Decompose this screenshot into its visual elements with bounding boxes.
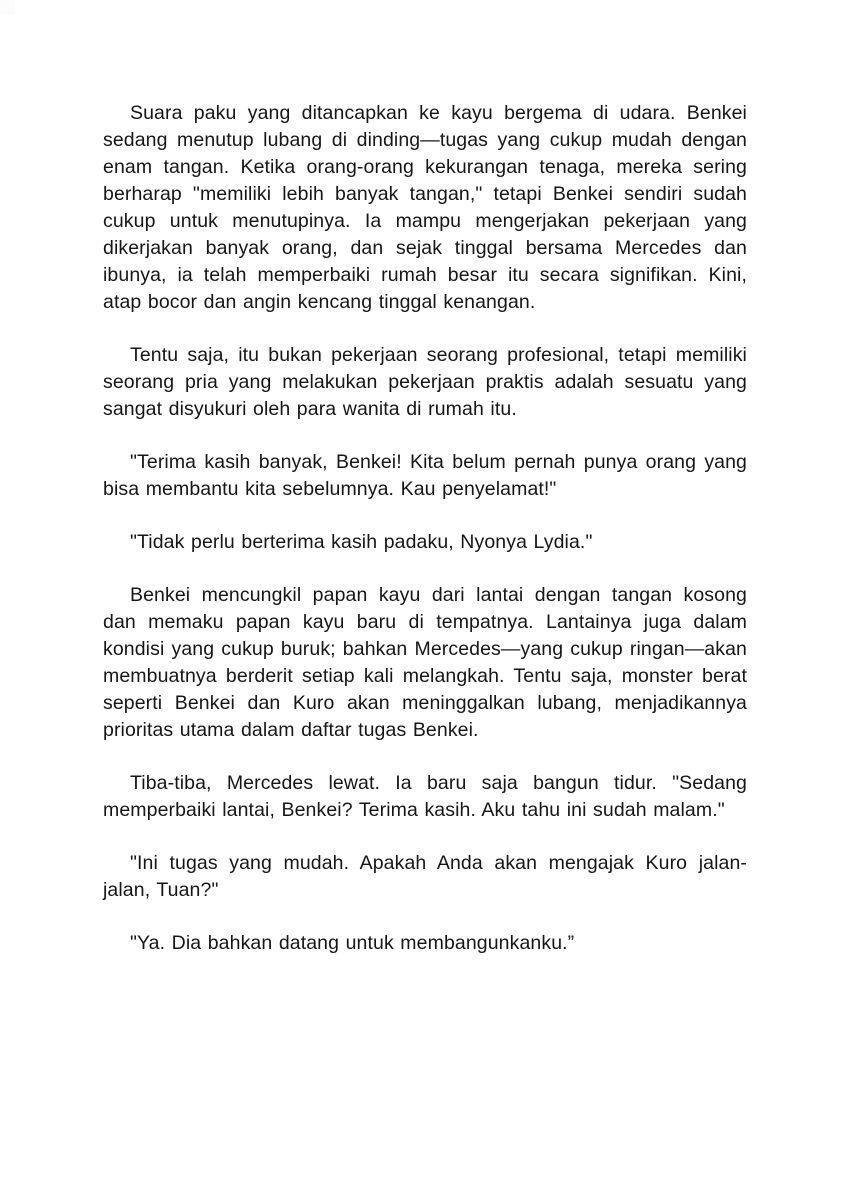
- story-text-block: [103, 100, 747, 957]
- narrative-paragraph-mercedes: Tiba-tiba, Mercedes lewat. Ia baru saja bangun tidur. "Sedang memperbaiki lantai, Benkei? Terima kasih. Aku tahu ini sudah malam.": [103, 772, 747, 821]
- dialogue-paragraph-mercedes-answer: "Ya. Dia bahkan datang untuk membangunkanku.”: [130, 932, 575, 954]
- dialogue-paragraph-benkei-reply: "Tidak perlu berterima kasih padaku, Nyonya Lydia.": [130, 531, 593, 553]
- narrative-paragraph-2: Tentu saja, itu bukan pekerjaan seorang profesional, tetapi memiliki seorang pria yang melakukan pekerjaan praktis adalah sesuatu yang sangat disyukuri oleh para wanita di rumah itu.: [103, 344, 747, 420]
- dialogue-paragraph-benkei-question: "Ini tugas yang mudah. Apakah Anda akan mengajak Kuro jalan-jalan, Tuan?": [103, 852, 747, 901]
- scan-artifact: [0, 0, 15, 15]
- narrative-paragraph-1: Suara paku yang ditancapkan ke kayu bergema di udara. Benkei sedang menutup lubang di dinding—tugas yang cukup mudah dengan enam tangan. Ketika orang-orang kekurangan tenaga, mereka sering berharap "memiliki lebih banyak tangan," tetapi Benkei sendiri sudah cukup untuk menutupinya. Ia mampu mengerjakan pekerjaan yang dikerjakan banyak orang, dan sejak tinggal bersama Mercedes dan ibunya, ia telah memperbaiki rumah besar itu secara signifikan. Kini, atap bocor dan angin kencang tinggal kenangan.: [103, 102, 747, 313]
- dialogue-paragraph-lydia-thanks: "Terima kasih banyak, Benkei! Kita belum pernah punya orang yang bisa membantu kita sebelumnya. Kau penyelamat!": [103, 451, 747, 500]
- narrative-paragraph-3: Benkei mencungkil papan kayu dari lantai dengan tangan kosong dan memaku papan kayu baru di tempatnya. Lantainya juga dalam kondisi yang cukup buruk; bahkan Mercedes—yang cukup ringan—akan membuatnya berderit setiap kali melangkah. Tentu saja, monster berat seperti Benkei dan Kuro akan meninggalkan lubang, menjadikannya prioritas utama dalam daftar tugas Benkei.: [103, 584, 747, 741]
